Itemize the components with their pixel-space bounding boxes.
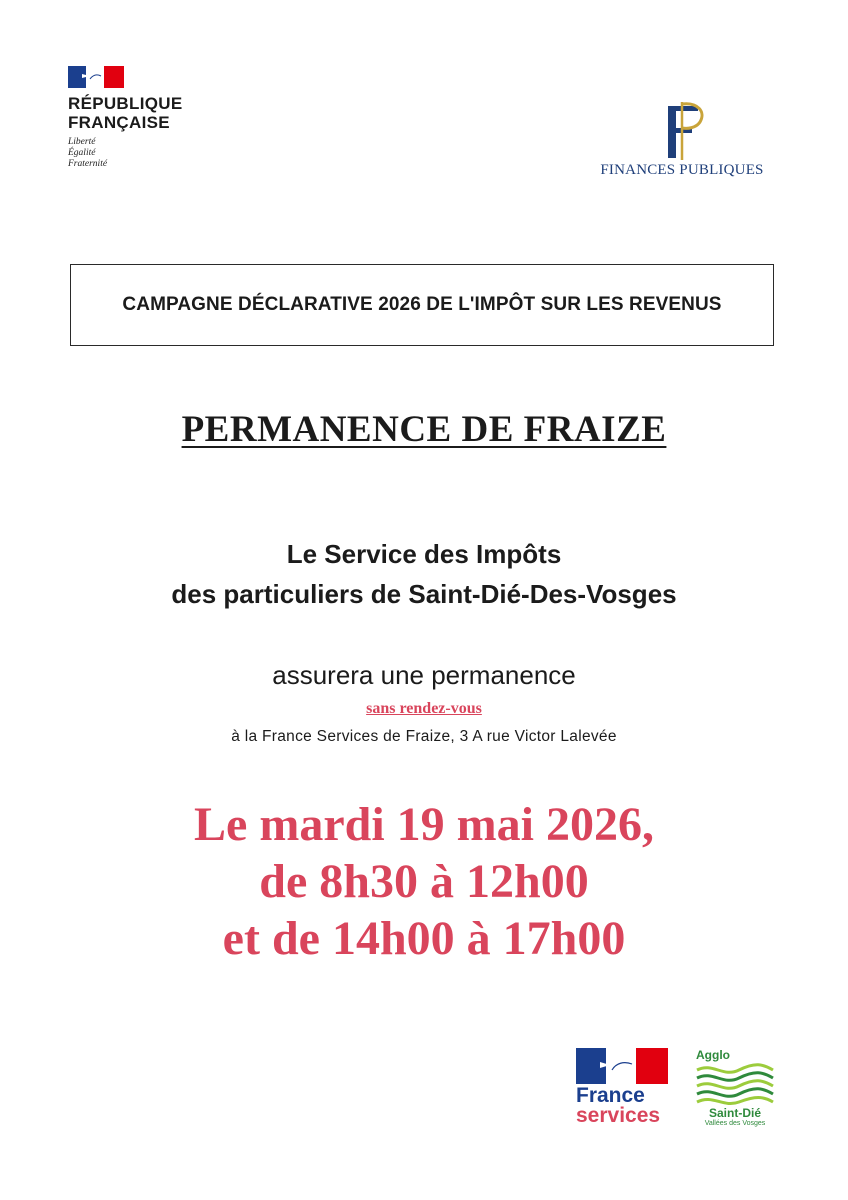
schedule-morning: de 8h30 à 12h00 [259, 855, 589, 908]
main-title-wrap [0, 408, 848, 451]
service-line1: Le Service des Impôts [286, 539, 562, 569]
france-services-text [576, 1086, 676, 1126]
campaign-title: CAMPAGNE DÉCLARATIVE 2026 DE L'IMPÔT SUR LES REVENUS [122, 294, 722, 315]
fs-line2: services [576, 1104, 661, 1127]
motto-liberte: Liberté [68, 137, 96, 147]
schedule [0, 796, 848, 967]
agglo-saint-die-logo [690, 1048, 780, 1127]
finances-publiques-name: FINANCES PUBLIQUES [600, 162, 764, 178]
france-services-flag-icon [576, 1048, 668, 1084]
republique-francaise-logo [68, 66, 238, 170]
rf-motto [68, 137, 238, 170]
agglo-word: Agglo [696, 1048, 730, 1062]
main-title: PERMANENCE DE FRAIZE [181, 409, 667, 450]
agglo-city: Saint-Dié [708, 1106, 761, 1120]
finances-publiques-logo [588, 98, 776, 179]
service-line2: des particuliers de Saint-Dié-Des-Vosges [171, 579, 677, 609]
marianne-flag-icon [68, 66, 124, 88]
service-heading [0, 534, 848, 614]
rf-line2: FRANÇAISE [68, 113, 170, 132]
address-text: à la France Services de Fraize, 3 A rue Victor Lalevée [231, 728, 617, 745]
agglo-sub: Vallées des Vosges [704, 1120, 766, 1127]
finances-publiques-f-icon [654, 98, 710, 162]
france-services-logo [576, 1048, 676, 1126]
assurera-text: assurera une permanence [272, 660, 576, 690]
motto-fraternite: Fraternité [68, 159, 108, 169]
schedule-afternoon: et de 14h00 à 17h00 [222, 912, 626, 965]
campaign-box [70, 264, 774, 346]
republique-francaise-name [68, 94, 238, 132]
schedule-date: Le mardi 19 mai 2026, [194, 798, 654, 851]
rf-line1: RÉPUBLIQUE [68, 94, 183, 113]
sans-rendez-vous: sans rendez-vous [366, 700, 482, 717]
agglo-waves-icon [693, 1062, 777, 1108]
motto-egalite: Égalité [68, 148, 96, 158]
fs-line1: France [576, 1084, 645, 1107]
